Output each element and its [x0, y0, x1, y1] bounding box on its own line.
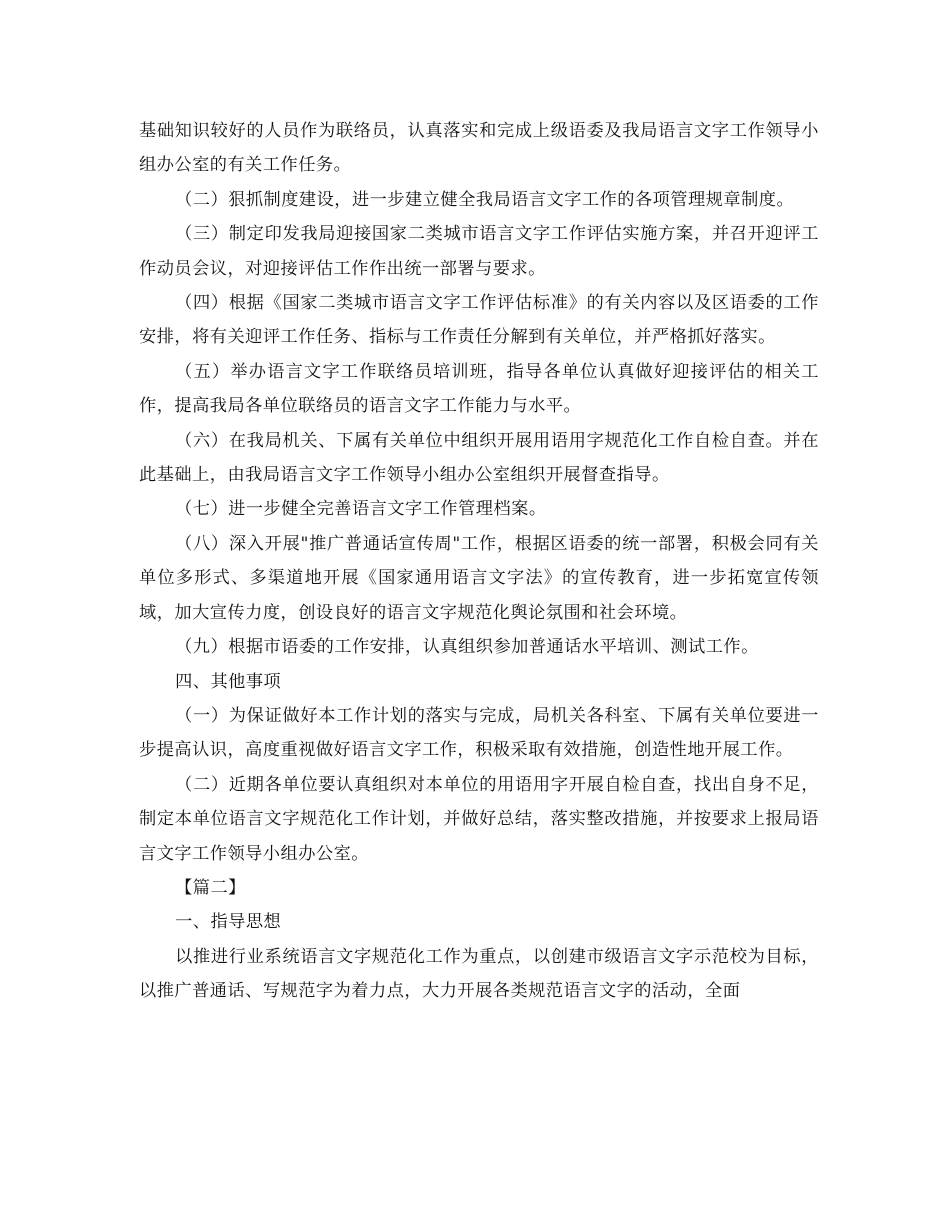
paragraph-continuation: 基础知识较好的人员作为联络员，认真落实和完成上级语委及我局语言文字工作领导小组办公室的有关工作任务。	[139, 121, 819, 176]
part-two-heading: 【篇二】	[175, 877, 246, 898]
document-body	[139, 114, 819, 1009]
paragraph-item-8: （八）深入开展"推广普通话宣传周"工作，根据区语委的统一部署，积极会同有关单位多形式、多渠道地开展《国家通用语言文字法》的宣传教育，进一步拓宽宣传领域，加大宣传力度，创设良好的语言文字规范化舆论氛围和社会环境。	[139, 533, 819, 623]
paragraph-item-3: （三）制定印发我局迎接国家二类城市语言文字工作评估实施方案，并召开迎评工作动员会议，对迎接评估工作作出统一部署与要求。	[139, 224, 819, 279]
paragraph-item-9: （九）根据市语委的工作安排，认真组织参加普通话水平培训、测试工作。	[175, 637, 759, 658]
section-heading-guiding-thought: 一、指导思想	[175, 912, 282, 933]
section-heading-other-matters: 四、其他事项	[175, 671, 282, 692]
paragraph-other-2: （二）近期各单位要认真组织对本单位的用语用字开展自检自查，找出自身不足，制定本单位语言文字规范化工作计划，并做好总结，落实整改措施，并按要求上报局语言文字工作领导小组办公室。	[139, 774, 819, 864]
paragraph-guiding-thought: 以推进行业系统语言文字规范化工作为重点，以创建市级语言文字示范校为目标，以推广普通话、写规范字为着力点，大力开展各类规范语言文字的活动，全面	[139, 946, 819, 1002]
paragraph-item-2: （二）狠抓制度建设，进一步建立健全我局语言文字工作的各项管理规章制度。	[175, 189, 795, 210]
paragraph-item-6: （六）在我局机关、下属有关单位中组织开展用语用字规范化工作自检自查。并在此基础上，由我局语言文字工作领导小组办公室组织开展督查指导。	[139, 430, 819, 486]
paragraph-item-5: （五）举办语言文字工作联络员培训班，指导各单位认真做好迎接评估的相关工作，提高我局各单位联络员的语言文字工作能力与水平。	[139, 361, 819, 417]
paragraph-item-7: （七）进一步健全完善语言文字工作管理档案。	[175, 499, 547, 520]
paragraph-other-1: （一）为保证做好本工作计划的落实与完成，局机关各科室、下属有关单位要进一步提高认识，高度重视做好语言文字工作，积极采取有效措施，创造性地开展工作。	[139, 705, 819, 761]
paragraph-item-4: （四）根据《国家二类城市语言文字工作评估标准》的有关内容以及区语委的工作安排，将有关迎评工作任务、指标与工作责任分解到有关单位，并严格抓好落实。	[139, 293, 819, 348]
